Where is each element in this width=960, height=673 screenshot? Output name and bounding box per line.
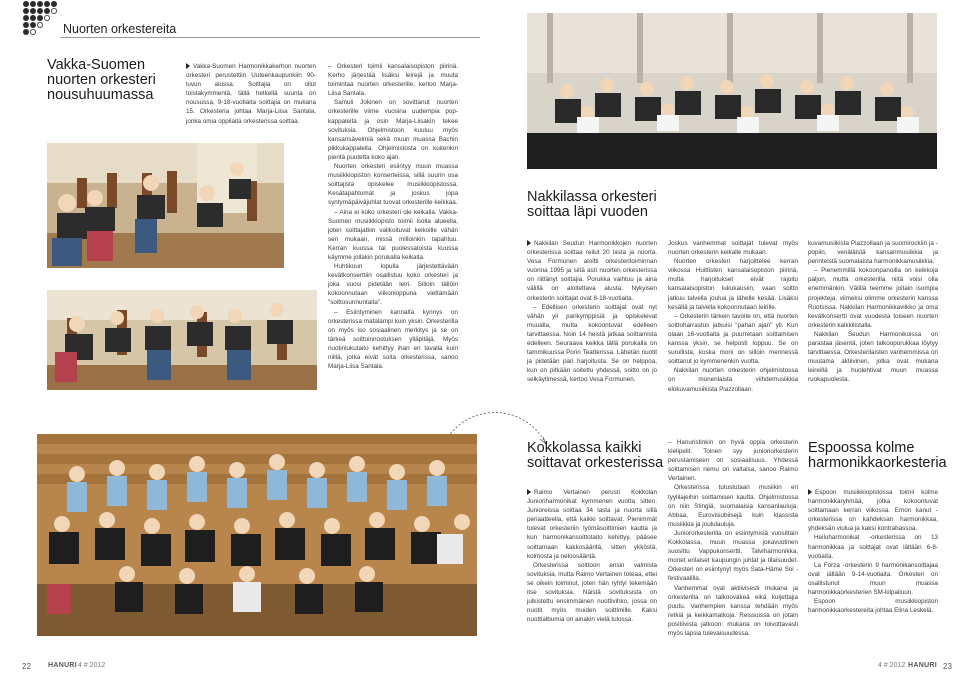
dot-pattern-logo [22,0,58,36]
bullet-triangle-icon [186,63,190,69]
nakkila-paragraph: Joskus vanhemmat soittajat tulevat myös nuorten orkesterin keikalle mukaan. [668,240,798,257]
kokkola-paragraph: Vanhemmat ovat aktiivisesti mukana ja orkesterilla on talkooväkeä eikä kuljettajia puutu. Vanhempien kanssa tehdään myös retkiä ja keikkamatkoja. Reissuissa on jotain positiivista jatkoon: mukana on toivottavasti myös lapsia tulevaisuudessa. [668,584,798,637]
right-magazine-name: HANURI [908,662,938,669]
bullet-triangle-icon [527,240,531,246]
nakkila-column-3 [808,239,938,385]
nakkila-paragraph: kuvamusiikista Piazzollaan ja suomirockiin ja -popiin, venäläistä kansanmusiikkia ja perinteistä suomalaista harmonikkamusiikkia. [808,240,938,266]
kokkola-column-1: Raimo Vertainen perusti Kokkolan Junioriharmonikat kymmenen vuotta sitten. Junioreissa soittaa 34 lasta ja nuorta sillä periaatteella, että kaikki soittavat. Pienimmät tulevat orkesteriin lyömäsoittimien kautta ja kun harmonikansoittotaito kehittyy, pääsee soittamaan kakkosääntä, sitten ykköstä, kolmosta ja neloosääntä. Orkesterissa soittoon ensin valmista sovituksia, mutta Raimo Vertainen toteaa, ettei se oikein toiminut, joten hän ryhtyi tekemään itse sovituksia. Näistä sovituksista on julkistettu ensimmäinen nuottivihko, jossa on nuotit myös muiden soittimille. Kaksi nuottialbumia on ainakin vielä tulossa. [527,489,657,624]
kokkola-headline: Kokkolassa kaikki soittavat orkesterissa [527,440,664,471]
photo-children-playing [47,290,317,390]
espoo-paragraph: Heiluharmonikat -orkesterissa on 13 harmonikkaa ja soittajat ovat iältään 6-8-vuotiaita. [808,534,938,560]
photo-nakkila-stage [527,13,937,169]
photo-youth-orchestra-rehearsal [47,290,317,390]
espoo-headline: Espoossa kolme harmonikkaorkesteria [808,440,947,471]
section-title: Nuorten orkestereita [63,22,177,36]
photo-kokkola-orchestra [37,434,477,636]
left-paragraph: – Orkesteri toimii kansalaisopiston piirinä. Kerho järjestää lisäksi leirejä ja muuta toimintaa nuorten orkesterille, kertoo Marja-Liisa Santala. [328,63,458,98]
nakkila-column-1: Nakkilan Seudun Harmonikkojen nuorten orkesterissa soittaa reilut 20 lasta ja nuorta. Vesa Formunen aloitti orkesteritoiminnan vuonna 1995 ja siitä asti nuorten orkesterissa on riittänyt soittajia. Porukka vaihtuu ja aina välillä on aloitettava alusta. Nykyisen orkesterin soittajat ovat 8-18-vuotiaita. – Edellisen orkesterin soittajat ovat nyt vähän yli parikymppisiä ja opiskelevat muualla, mutta kokoontuvat edelleen tarvittaessa. Noin 14 heistä jatkaa soittamista edelleen. Seuraava keikka tällä porukalla on tammikuussa Porin Teatterissa. Lähetän nuotit ja pidetään pari harjoitusta. Se on helppoa, kun on pitkään soitettu yhdessä, soitto on jo selkäytimessä, kertoo Vesa Formunen. [527,240,657,384]
espoo-paragraph: La Forza -orkesterin 9 harmonikansoittajaa ovat iältään 9-14-vuotiaita. Orkesteri on osallistunut muun muassa harmonikkaorkesterien SM-kilpailuun. [808,561,938,597]
nakkila-paragraph: – Orkesterin tärkein tavoite on, että nuorten soittoharrastus jatkuisi "pahan ajan" yli. Kun olaan 16-vuotiaita ja puurretaan soittamisen kanssa yksin, se helposti loppuu. Se on surullista, koska moni on silloin mennessä soittanut jo kymmenenkin vuotta. [668,312,798,366]
left-lead: Vakka-Suomen Harmonikkakerhon nuorten orkesteri perustettiin Uuteenkaupunkiin 90-luvun alussa. Soittajia on ollut toistakymmentä, tällä hetkellä suunta on nousussa, 9-18-vuotiaita soittajia on mukana 15. Orkesteria johtaa Marja-Liisa Santala, jonka omia oppilaita orkesterissa soittaa. [186,63,316,125]
nakkila-column-2 [668,239,798,394]
right-page-number: 23 [943,662,952,671]
left-paragraph: Huhtikuun lopulla järjestettävään kevätkonserttiin osallistuu koko orkesteri ja joka vuosi pidetään leiri. Silloin tällöin kokoonnutaan viikonloppuna viettämään "soittosunnuntaita". [328,263,458,307]
nakkila-headline: Nakkilassa orkesteri soittaa läpi vuoden [527,189,657,220]
left-issue: 4 # 2012 [78,662,106,669]
kokkola-paragraph: Orkesterissa tutustutaan musiikin eri tyylilajeihin soittamisen kautta. Ohjelmistossa on niin Stingiä, suomalaisia kansanlauluja, Abbaa, Eurovisiubiisejä kuin klassista musiikkia ja joululauluja. [668,484,798,528]
left-paragraph: – Aina ei koko orkesteri ole keikalla. Vakka-Suomen musiikkiopisto toimii isolla alueella, joten soittajatkin valikoituvat keikoille vähän sen mukaan, missä milloinkin tapahtuu. Kerran kuussa tai puolessatoista kuussa käymme jollakin porukalla keikalla. [328,208,458,261]
bullet-triangle-icon [527,489,531,495]
left-paragraph: Samuli Jokinen on sovittanut nuorten orkesterille viime vuosina uudempia pop-kappaleita ja osin Marja-Liisakin tekee sovituksia. Ohjelmistoon kuuluu myös kansansävelmiä sekä muun muassa Bachin pikkukappaleita. Ohjelmistosta on kuitenkin pientä puutetta koko ajan. [328,99,458,161]
left-paragraph: – Esiintyminen kannalta kynnys on orkesterissa matalampi kuin yksin. Orkesterilla on myös iso sosiaalinen merkitys ja se on tärkeä soittoinnostuksen ylläpitäjä. Myös nuotinlukutaito kehittyy ihan eri tavalla kuin niillä, jotka eivät soita orkesterissa, sanoo Marja-Liisa Santala. [328,308,458,371]
left-paragraph: Nuorten orkesteri esiintyy muun muassa musiikkiopiston konserteissa, sillä suurin osa soittajista opiskelee musiikkiopistossa. Kesätapahtumat ja joskus jopa syntymäpäiväjuhlat tuovat orkesterille keikkaa. [328,163,458,207]
kokkola-column-2 [668,438,798,638]
photo-children-room [47,143,284,268]
nakkila-paragraph: – Pienemmillä kokoonpanoilla on keikkoja paljon, mutta orkesterilla niitä voisi olla enemmänkin. Välillä teemme joitain isompia projekteja, viimeksi olimme orkesterin kanssa Ruotsissa. Nakkilan Harmonikkaviikko ja oma kevätkonsertti ovat vuodesta toiseen nuorten orkesterin kalkkilistalla. [808,267,938,329]
photo-kokkola-group-with-accordions [37,434,477,636]
nakkila-paragraph: Nakkilan nuorten orkesterin ohjelmistossa on monenlaista viihdemusiikkia elokuvamusiikista Piazzollaan. [668,367,798,393]
right-issue: 4 # 2012 [878,662,906,669]
photo-nakkila-orchestra-on-stage [527,13,937,169]
left-column [328,62,458,371]
photo-children-with-accordions-in-room [47,143,284,268]
nakkila-paragraph: Nakkilan Seudun Harmonikoissa on parastaa jäsentä, joten talkooporukkaa löytyy tarvittaessa. Orkesterilaisten vanhemmissa on muutama aktiivinen, jotka ovat mukana leireillä ja huolehtivat muun muassa ruokapuolesta. [808,330,938,384]
header-rule [60,37,480,38]
nakkila-paragraph: – Edellisen orkesterin soittajat ovat nyt vähän yli parikymppisiä ja opiskelevat muualla, mutta kokoontuvat edelleen tarvittaessa. Noin 14 heistä jatkaa soittamista edelleen. Seuraava keikka tällä porukalla on tammikuussa Porin Teatterissa. Lähetän nuotit ja pidetään pari harjoitusta. Se on helppoa, kun on pitkään soitettu yhdessä, soitto on jo selkäytimessä, kertoo Vesa Formunen. [527,303,657,384]
espoo-column: Espoon musiikkiopistossa toimii kolme harmonikkaryhmää, jotka kokoontuvat soittamaan kerran viikossa. Emon kanut -orkesterissa on kahdeksan harmonikkaa, yhdeksän viulua ja kaksi kontrabassoa. Heiluharmonikat -orkesterissa on 13 harmonikkaa ja soittajat ovat iältään 6-8-vuotiaita. La Forza -orkesterin 9 harmonikansoittajaa ovat iältään 9-14-vuotiaita. Orkesteri on osallistunut muun muassa harmonikkaorkesterien SM-kilpailuun. Espoon musiikkiopiston harmonikkaorkestereita johtaa Elina Leskelä. [808,489,938,615]
espoo-paragraph: Espoon musiikkiopiston harmonikkaorkestereita johtaa Elina Leskelä. [808,598,938,615]
left-headline: Vakka-Suomen nuorten orkesteri nousuhuumassa [47,57,156,103]
kokkola-paragraph: Juniororkesterilla on esiintymisiä vuosittain Kokkolassa, muun muassa jokavuotinen suosittu Vappukonsertti, Talviharmonikka, monet erilaiset kaupungin juhlat ja tilaisuudet. Orkesteri on esiintynyt myös Sata-Häme Soi -festivaalilla. [668,529,798,583]
left-page-number: 22 [22,662,31,671]
bullet-triangle-icon [808,489,812,495]
nakkila-paragraph: Nuorten orkesteri harjoittelee kerran viikossa Huittisten kansalaisopiston piirinä, mutta harjoitukset eivät rajoitu kansalaisopiston lukukausiin, vaan soitto jatkuu talvella joulua ja lähelle kesää. Lisäksi kesällä ja talvella kokoonnutaan leirille. [668,258,798,311]
left-magazine-name: HANURI [48,662,78,669]
dot-grid-icon [22,0,58,36]
kokkola-paragraph: Orkesterissa soittoon ensin valmista sovituksia, mutta Raimo Vertainen toteaa, ettei se oikein toiminut, joten hän ryhtyi tekemään itse sovituksia. Näistä sovituksista on julkistettu ensimmäinen nuottivihko, jossa on nuotit myös muiden soittimille. Kaksi nuottialbumia on ainakin vielä tulossa. [527,561,657,624]
kokkola-paragraph: – Hanuristinkin on hyvä oppia orkesterin kielipelit. Toinen syy junioriorkesterin perustamiseen on sosiaalisuus. Yhdessä soittamisen riemu on valtaisa, sanoo Raimo Vertainen. [668,439,798,483]
